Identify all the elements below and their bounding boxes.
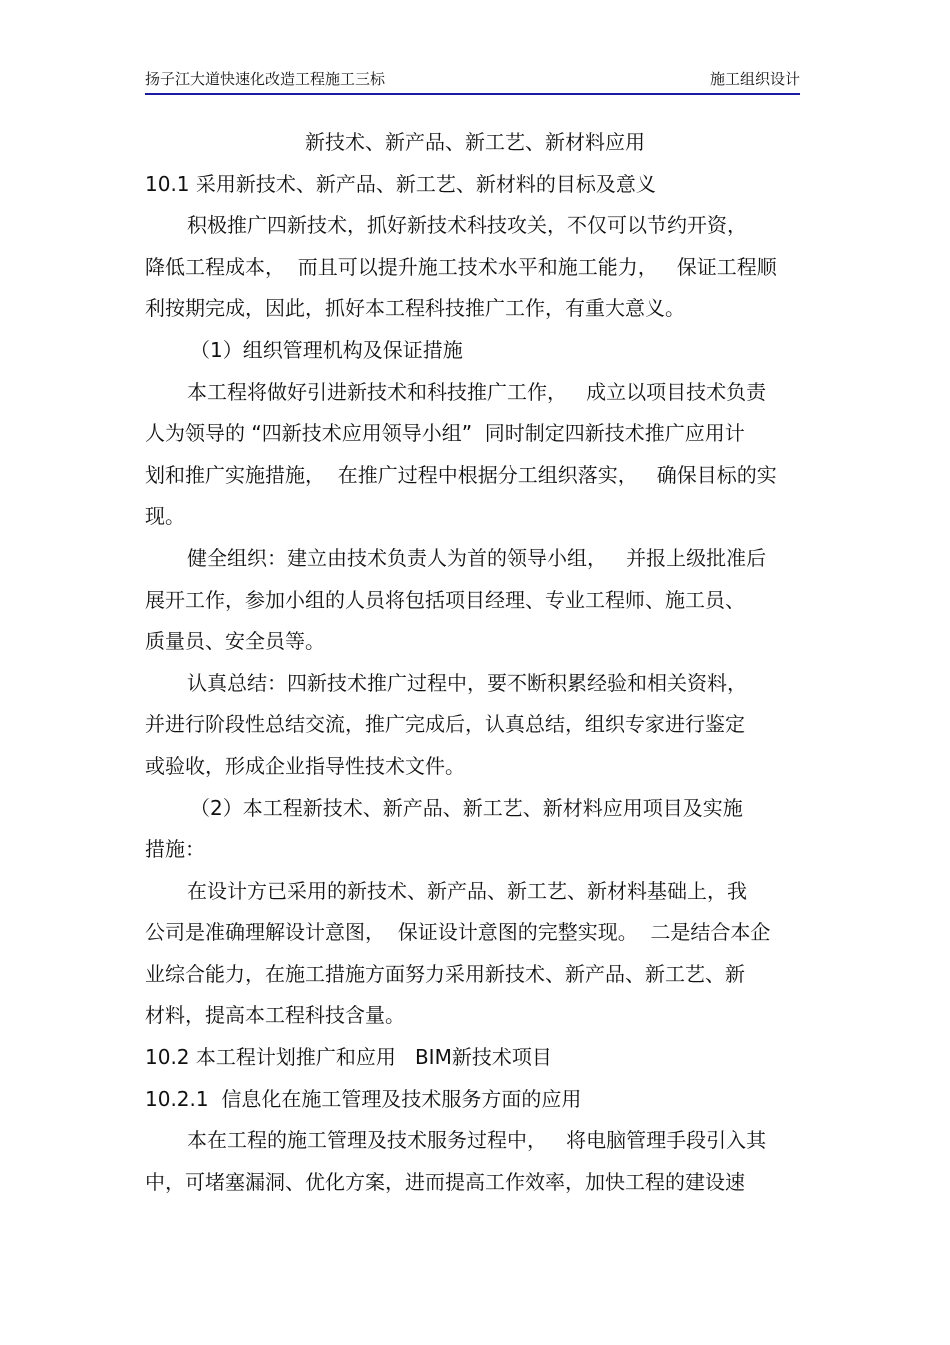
paragraph-line: 健全组织：建立由技术负责人为首的领导小组， 并报上级批准后 <box>187 545 767 570</box>
paragraph-line: 质量员、安全员等。 <box>145 629 325 654</box>
paragraph-line: 并进行阶段性总结交流，推广完成后，认真总结，组织专家进行鉴定 <box>145 712 745 737</box>
paragraph-line: 或验收，形成企业指导性技术文件。 <box>145 753 465 778</box>
paragraph-line: 展开工作，参加小组的人员将包括项目经理、专业工程师、施工员、 <box>145 587 745 612</box>
header-project-name: 扬子江大道快速化改造工程施工三标 <box>145 70 386 88</box>
paragraph-line: 人为领导的 “四新技术应用领导小组” 同时制定四新技术推广应用计 <box>145 421 745 446</box>
subheading-1: （1）组织管理机构及保证措施 <box>190 337 463 362</box>
paragraph-line: 业综合能力，在施工措施方面努力采用新技术、新产品、新工艺、新 <box>145 961 745 986</box>
paragraph-line: 本工程将做好引进新技术和科技推广工作， 成立以项目技术负责 <box>187 379 767 404</box>
paragraph-line: 材料，提高本工程科技含量。 <box>145 1003 405 1028</box>
paragraph-line: 认真总结：四新技术推广过程中，要不断积累经验和相关资料， <box>187 670 747 695</box>
paragraph-line: 利按期完成，因此，抓好本工程科技推广工作，有重大意义。 <box>145 296 685 321</box>
paragraph-line: 中，可堵塞漏洞、优化方案，进而提高工作效率，加快工程的建设速 <box>145 1169 745 1194</box>
paragraph-line: 在设计方已采用的新技术、新产品、新工艺、新材料基础上，我 <box>187 878 747 903</box>
paragraph-line: 现。 <box>145 504 185 529</box>
header-doc-type: 施工组织设计 <box>709 70 800 88</box>
heading-10-2-1: 10.2.1 信息化在施工管理及技术服务方面的应用 <box>145 1086 582 1111</box>
paragraph-line: 本在工程的施工管理及技术服务过程中， 将电脑管理手段引入其 <box>187 1128 767 1153</box>
heading-10-1: 10.1 采用新技术、新产品、新工艺、新材料的目标及意义 <box>145 171 656 196</box>
document-body <box>145 122 805 1203</box>
paragraph-line: 措施： <box>145 837 205 862</box>
section-title: 新技术、新产品、新工艺、新材料应用 <box>305 130 645 154</box>
page-header <box>145 60 800 96</box>
paragraph-line: 划和推广实施措施， 在推广过程中根据分工组织落实， 确保目标的实 <box>145 462 777 487</box>
subheading-2: （2）本工程新技术、新产品、新工艺、新材料应用项目及实施 <box>190 795 743 820</box>
paragraph-line: 积极推广四新技术，抓好新技术科技攻关，不仅可以节约开资， <box>187 213 747 238</box>
heading-10-2: 10.2 本工程计划推广和应用 BIM新技术项目 <box>145 1045 552 1070</box>
paragraph-line: 公司是准确理解设计意图， 保证设计意图的完整实现。 二是结合本企 <box>145 920 771 945</box>
header-divider <box>145 93 800 95</box>
paragraph-line: 降低工程成本， 而且可以提升施工技术水平和施工能力， 保证工程顺 <box>145 254 777 279</box>
